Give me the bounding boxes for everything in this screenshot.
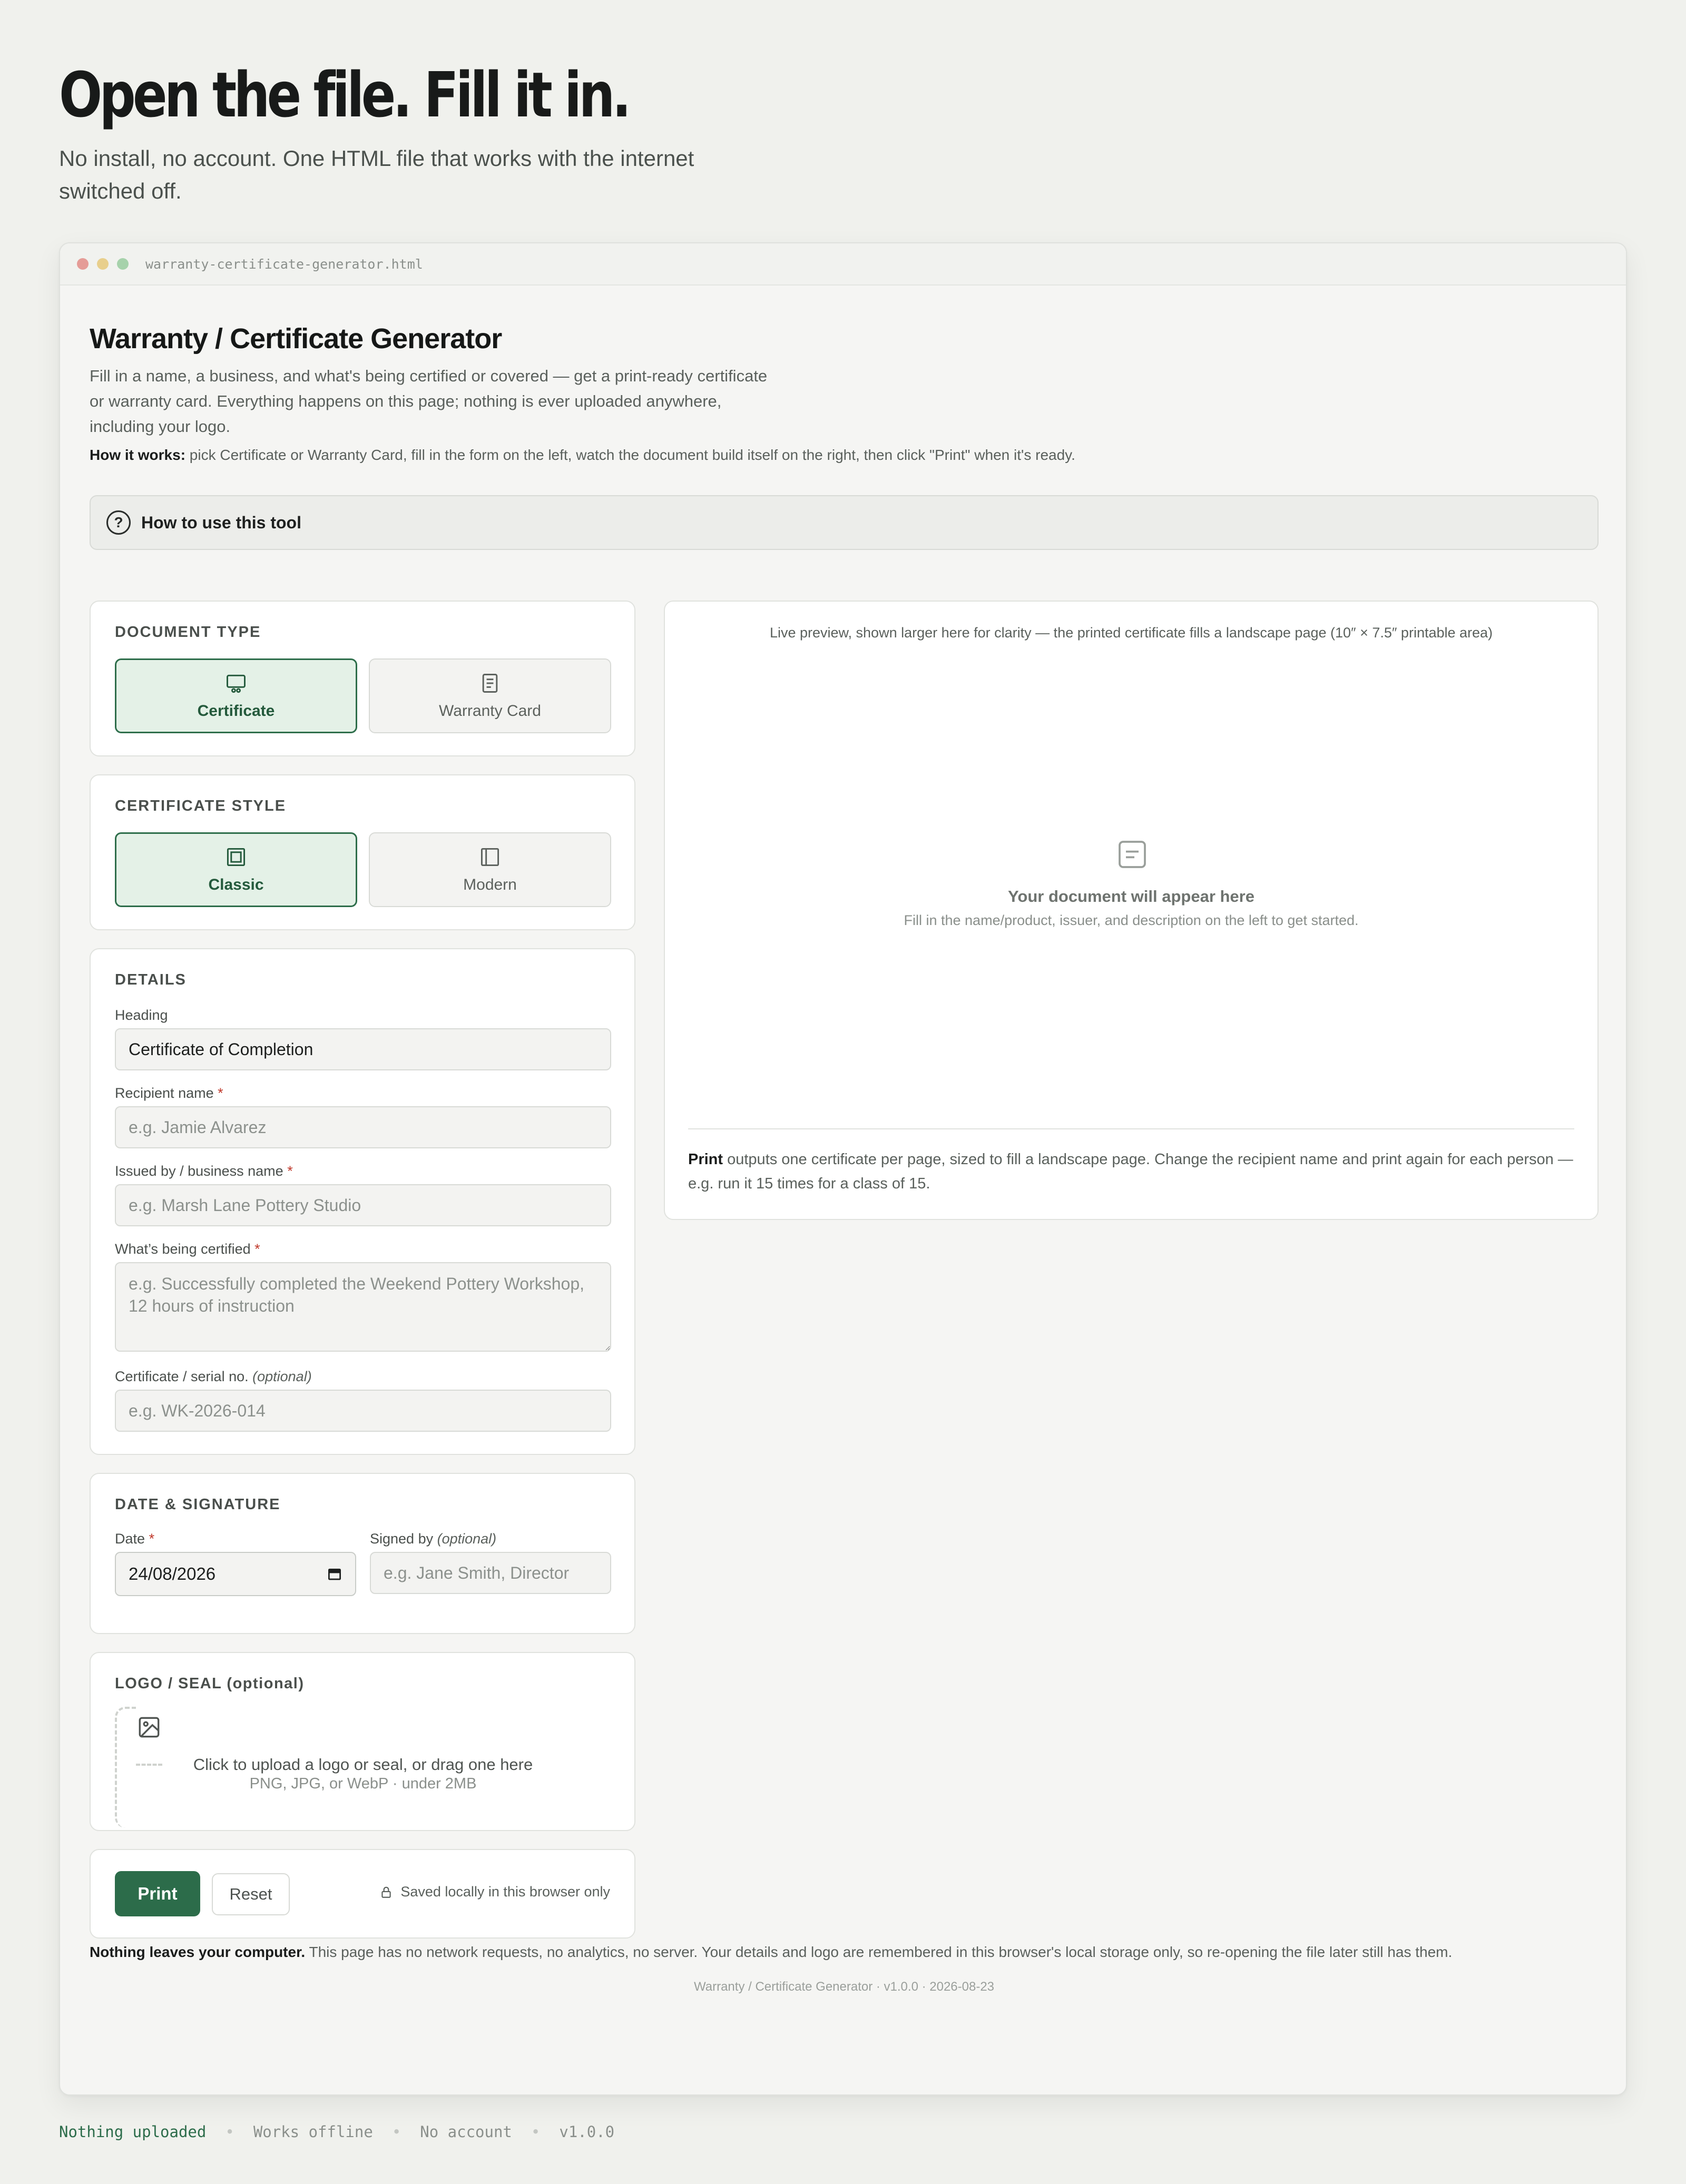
date-value: 24/08/2026 (129, 1564, 216, 1583)
issuer-name-input[interactable] (115, 1184, 611, 1226)
document-type-label: DOCUMENT TYPE (115, 624, 261, 641)
print-note-bold: Print (688, 1151, 723, 1168)
saved-locally-text: Saved locally in this browser only (400, 1884, 610, 1900)
date-signature-card (90, 1473, 635, 1634)
certified-description-textarea[interactable] (115, 1262, 611, 1352)
hero-title: Open the file. Fill it in. (59, 58, 629, 131)
style-modern-label: Modern (463, 876, 517, 893)
image-icon (136, 1714, 162, 1740)
required-mark: * (287, 1163, 293, 1179)
app-title: Warranty / Certificate Generator (90, 323, 502, 355)
actions-card (90, 1849, 635, 1939)
certificate-style-label: CERTIFICATE STYLE (115, 798, 287, 814)
status-item-nothing-uploaded: Nothing uploaded (59, 2123, 207, 2141)
date-field-label (115, 1531, 154, 1547)
close-dot-icon[interactable] (77, 258, 89, 270)
saved-locally-note (379, 1884, 610, 1900)
reset-button[interactable]: Reset (212, 1873, 290, 1915)
doc-type-warranty-label: Warranty Card (439, 702, 541, 720)
details-label: DETAILS (115, 971, 187, 988)
style-modern-button[interactable] (369, 832, 611, 907)
document-preview-panel (664, 601, 1599, 1220)
optional-mark: (optional) (252, 1369, 312, 1384)
calendar-icon[interactable] (327, 1566, 342, 1582)
print-note-text: outputs one certificate per page, sized to fill a landscape page. Change the recipient name and print again for each person — e.g. run it 15 times for a class of 15. (688, 1151, 1573, 1192)
certified-label-text: What’s being certified (115, 1241, 251, 1257)
how-it-works-label: How it works: (90, 447, 186, 463)
app-window (59, 242, 1627, 2096)
date-signature-label: DATE & SIGNATURE (115, 1496, 281, 1513)
signed-by-label-text: Signed by (370, 1531, 434, 1547)
required-mark: * (149, 1531, 155, 1547)
status-separator: • (225, 2123, 234, 2141)
doc-type-warranty-button[interactable] (369, 658, 611, 733)
minimize-dot-icon[interactable] (97, 258, 109, 270)
print-button[interactable]: Print (115, 1871, 200, 1916)
lock-icon (379, 1885, 393, 1899)
maximize-dot-icon[interactable] (117, 258, 129, 270)
status-separator: • (531, 2123, 541, 2141)
window-filename: warranty-certificate-generator.html (145, 256, 423, 272)
doc-type-certificate-button[interactable] (115, 658, 357, 733)
classic-frame-icon (224, 845, 248, 869)
date-input[interactable] (115, 1552, 356, 1596)
version-footer: Warranty / Certificate Generator · v1.0.0 · 2026-08-23 (693, 1980, 995, 1994)
upload-text: Click to upload a logo or seal, or drag one here (193, 1755, 533, 1774)
preview-empty-subtitle: Fill in the name/product, issuer, and description on the left to get started. (904, 912, 1359, 928)
signed-by-field-label (370, 1531, 496, 1547)
print-note (688, 1147, 1576, 1196)
serial-number-input[interactable] (115, 1390, 611, 1432)
style-classic-button[interactable] (115, 832, 357, 907)
privacy-footnote (90, 1944, 1452, 1961)
serial-label-text: Certificate / serial no. (115, 1369, 249, 1384)
how-it-works (90, 447, 1075, 464)
issuer-field-label (115, 1163, 293, 1179)
serial-field-label (115, 1369, 312, 1385)
status-line (59, 2123, 614, 2141)
heading-label-text: Heading (115, 1007, 168, 1023)
privacy-footnote-text: This page has no network requests, no analytics, no server. Your details and logo are remembered in this browser's local storage only, so re-opening the file later still has them. (305, 1944, 1453, 1960)
recipient-name-input[interactable] (115, 1106, 611, 1148)
date-label-text: Date (115, 1531, 145, 1547)
certificate-style-card (90, 774, 635, 930)
document-icon (478, 672, 502, 695)
required-mark: * (254, 1241, 260, 1257)
recipient-field-label (115, 1085, 223, 1101)
status-item-version: v1.0.0 (559, 2123, 615, 2141)
details-card (90, 948, 635, 1455)
how-to-use-label: How to use this tool (141, 513, 301, 532)
logo-seal-card (90, 1652, 635, 1831)
preview-note: Live preview, shown larger here for clarity — the printed certificate fills a landscape page (10″ × 7.5″ printable area) (769, 625, 1493, 641)
status-item-no-account: No account (420, 2123, 512, 2141)
status-separator: • (391, 2123, 401, 2141)
how-to-use-toggle[interactable] (90, 495, 1599, 550)
hero-subtitle: No install, no account. One HTML file that works with the internet switched off. (59, 146, 694, 203)
issuer-label-text: Issued by / business name (115, 1163, 283, 1179)
doc-type-certificate-label: Certificate (197, 702, 275, 720)
upload-hint: PNG, JPG, or WebP · under 2MB (249, 1775, 477, 1792)
signed-by-input[interactable] (370, 1552, 611, 1594)
logo-seal-label: LOGO / SEAL (optional) (115, 1675, 305, 1692)
question-circle-icon: ? (106, 510, 131, 535)
heading-field-label (115, 1007, 168, 1024)
modern-frame-icon (478, 845, 502, 869)
style-classic-label: Classic (208, 876, 264, 893)
optional-mark: (optional) (437, 1531, 497, 1547)
certified-field-label (115, 1241, 260, 1257)
status-item-works-offline: Works offline (253, 2123, 373, 2141)
preview-divider (688, 1128, 1574, 1129)
app-description: Fill in a name, a business, and what's being certified or covered — get a print-ready certificate or warranty card. Everything happens on this page; nothing is ever uploaded anywhere, including your logo. (90, 367, 768, 436)
preview-empty-title: Your document will appear here (1008, 887, 1254, 906)
required-mark: * (218, 1085, 223, 1101)
logo-upload-dropzone[interactable] (115, 1707, 611, 1828)
heading-input[interactable] (115, 1028, 611, 1070)
recipient-label-text: Recipient name (115, 1085, 214, 1101)
document-placeholder-icon (1115, 838, 1149, 871)
how-it-works-text: pick Certificate or Warranty Card, fill in the form on the left, watch the document build itself on the right, then click "Print" when it's ready. (185, 447, 1075, 463)
window-titlebar (60, 243, 1626, 286)
document-type-card (90, 601, 635, 756)
certificate-icon (224, 672, 248, 695)
privacy-footnote-bold: Nothing leaves your computer. (90, 1944, 306, 1960)
